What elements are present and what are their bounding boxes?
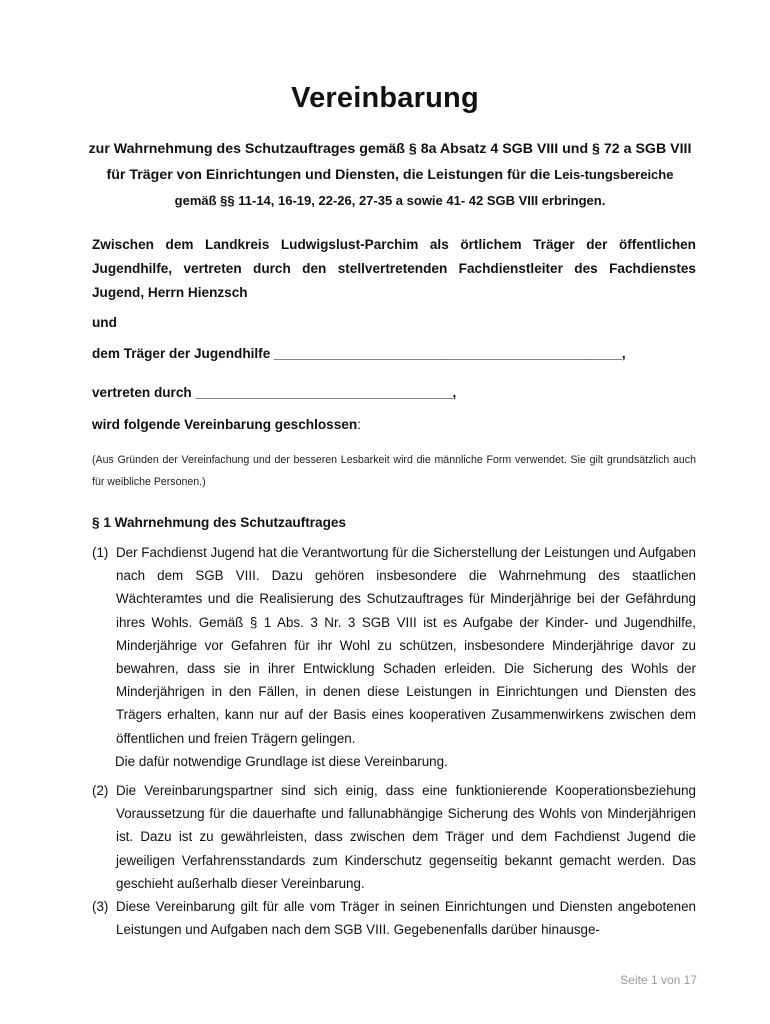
paragraph-text: Diese Vereinbarung gilt für alle vom Träger in seinen Einrichtungen und Diensten angebotenen Leistungen und Aufgaben nach dem SGB VIII. Gegebenenfalls darüber hinausge- — [116, 899, 696, 938]
subtitle-main: zur Wahrnehmung des Schutzauftrages gemäß § 8a Absatz 4 SGB VIII und § 72 a SGB VIII für Träger von Einrichtungen und Diensten, die Leistungen für die — [88, 141, 692, 183]
paragraph-2 — [92, 779, 696, 895]
paragraph-number: (1) — [92, 545, 109, 560]
page-number: Seite 1 von 17 — [620, 973, 697, 987]
paragraph-3 — [92, 895, 696, 941]
wird-text: wird folgende Vereinbarung geschlossen — [92, 417, 358, 432]
paragraph-extra: Die dafür notwendige Grundlage ist diese Vereinbarung. — [115, 753, 448, 769]
paragraph-text: Die Vereinbarungspartner sind sich einig, dass eine funktionierende Kooperationsbeziehung Voraussetzung für die dauerhafte und fallunabhängige Sicherung des Wohls von Minderjährigen ist. Dazu ist zu gewährleisten, dass zwischen dem Träger und dem Fachdienst Jugend die jeweiligen Verfahrensstandards zum Kinderschutz gegenseitig bekannt gemacht werden. Das geschieht außerhalb dieser Vereinbarung. — [116, 783, 696, 891]
paragraph-text: Der Fachdienst Jugend hat die Verantwortung für die Sicherstellung der Leistungen und Aufgaben nach dem SGB VIII. Dazu gehören insbesondere die Wahrnehmung des staatlichen Wächteramtes und die Realisierung des Schutzauftrages für Minderjährige bei der Gefährdung ihres Wohls. Gemäß § 1 Abs. 3 Nr. 3 SGB VIII ist es Aufgabe der Kinder- und Jugendhilfe, Minderjährige vor Gefahren für ihr Wohl zu schützen, insbesondere Minderjährige davor zu bewahren, dass sie in ihrer Entwicklung Schaden erleiden. Die Sicherung des Wohls der Minderjährigen in den Fällen, in denen diese Leistungen in Einrichtungen und Diensten des Trägers erhalten, kann nur auf der Basis eines kooperativen Zusammenwirkens zwischen dem öffentlichen und freien Trägern gelingen. — [116, 545, 696, 746]
paragraph-number: (2) — [92, 783, 109, 798]
parties-paragraph: Zwischen dem Landkreis Ludwigslust-Parchim als örtlichem Träger der öffentlichen Jugendhilfe, vertreten durch den stellvertretenden Fachdienstleiter des Fachdienstes Jugend, Herrn Hienzsch — [92, 237, 696, 300]
document-title: Vereinbarung — [291, 82, 479, 114]
paragraph-1 — [92, 541, 696, 773]
document-subtitle — [84, 136, 696, 214]
wird-line — [92, 415, 696, 435]
subtitle-small: Leis-tungsbereiche gemäß §§ 11-14, 16-19, 22-26, 27-35 a sowie 41- 42 SGB VIII erbringen. — [174, 167, 674, 208]
gender-note: (Aus Gründen der Vereinfachung und der besseren Lesbarkeit wird die männliche Form verwendet. Sie gilt grundsätzlich auch für weibliche Personen.) — [92, 454, 696, 488]
wird-colon: : — [357, 417, 361, 432]
section-heading: § 1 Wahrnehmung des Schutzauftrages — [92, 515, 347, 530]
traeger-line: dem Träger der Jugendhilfe ______________________________________________, — [92, 346, 626, 361]
paragraph-number: (3) — [92, 899, 109, 914]
vertreten-line: vertreten durch __________________________________, — [92, 385, 457, 400]
und-line: und — [92, 315, 117, 330]
